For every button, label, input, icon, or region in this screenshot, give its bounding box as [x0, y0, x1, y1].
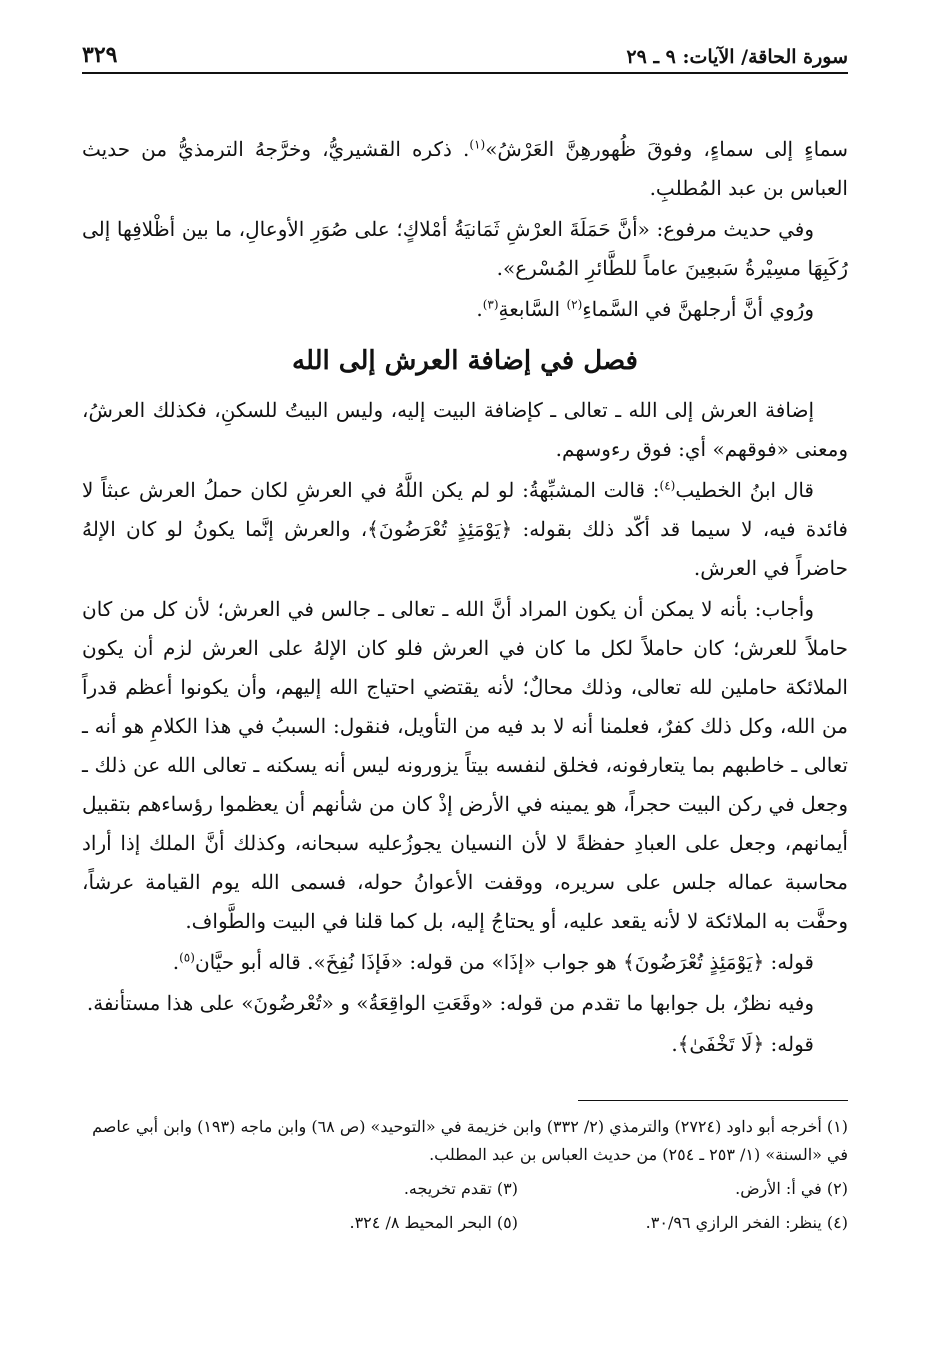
book-page	[82, 38, 848, 1243]
section-title: فصل في إضافة العرش إلى الله	[292, 346, 638, 376]
main-text	[82, 130, 848, 1064]
footnote-ref-3[interactable]: (٣)	[482, 297, 499, 312]
footnote-ref-2[interactable]: (٢)	[566, 297, 583, 312]
paragraph-1: سماءٍ إلى سماءٍ، وفوقَ ظُهورهِنَّ العَرْشُ»$^{(١)}$. ذكره القشيريُّ، وخرَّجهُ الترمذيُّ من حديث العباس بن عبد المُطلبِ.	[82, 137, 848, 200]
footnote-divider	[578, 1100, 848, 1101]
running-header	[82, 38, 848, 74]
footnote-ref-5[interactable]: (٥)	[179, 950, 195, 965]
footnote-2: (٢) في أ: الأرض.	[735, 1179, 848, 1198]
page-number: ٣٢٩	[82, 42, 118, 68]
footnote-row-4-5	[82, 1209, 848, 1237]
footnote-row-2-3	[82, 1175, 848, 1203]
footnote-1: (١) أخرجه أبو داود (٢٧٢٤) والترمذي (٢/ ٣٣٢) وابن خزيمة في «التوحيد» (ص ٦٨) وابن ماجه (١٩٣) وابن أبي عاصم في «السنة» (١/ ٢٥٣ ـ ٢٥٤) من حديث العباس بن عبد المطلب.	[92, 1117, 848, 1164]
paragraph-4: إضافة العرش إلى الله ـ تعالى ـ كإضافة البيت إليه، وليس البيتُ للسكنِ، فكذلك العرشُ، ومعنى «فوقهم» أي: فوق رءوسهم.	[82, 398, 848, 461]
paragraph-3: ورُوي أنَّ أرجلهنَّ في السَّماءِ$^{(٢)}$ السَّابعةِ$^{(٣)}$.	[476, 297, 814, 321]
paragraph-9: قوله: ﴿لَا تَخْفَىٰ﴾.	[671, 1032, 814, 1056]
chapter-title: سورة الحاقة/ الآيات: ٩ ـ ٢٩	[626, 46, 848, 68]
footnote-ref-1[interactable]: (١)	[469, 137, 486, 152]
paragraph-6: وأجاب: بأنه لا يمكن أن يكون المراد أنَّ الله ـ تعالى ـ جالس في العرش؛ لأن كل من كان حاملاً للعرش؛ كان حاملاً لكل ما كان في العرش فلو كان الإلهُ على العرش لزم أن يكون الملائكة حاملين لله تعالى، وذلك محالٌ؛ لأنه يقتضي احتياج الله إليهم، وأن يكونوا أعظم قدراً من الله، وكل ذلك كفرٌ، فعلمنا أنه لا بد فيه من التأويل، فنقول: السببُ في هذا الكلامِ هو أنه ـ تعالى ـ خاطبهم بما يتعارفونه، فخلق لنفسه بيتاً يزورونه ليس أنه يسكنه ـ تعالى الله عن ذلك ـ وجعل في ركن البيت حجراً، هو يمينه في الأرض إذْ كان من شأنهم أن يعظموا رؤساءهم بتقبيل أيمانهم، وجعل على العبادِ حفظةً لا لأن النسيان يجوزُعليه سبحانه، وكذلك أنَّ الملك إذا أراد محاسبة عماله جلس على سريره، ووقفت الأعوانُ حوله، فسمى الله يوم القيامة عرشاً، وحفَّت به الملائكة لا لأنه يقعد عليه، أو يحتاجُ إليه، بل كما قلنا في البيت والطَّواف.	[82, 597, 849, 933]
footnote-5: (٥) البحر المحيط ٨/ ٣٢٤.	[349, 1213, 518, 1232]
paragraph-7: قوله: ﴿يَوْمَئِذٍ تُعْرَضُونَ﴾ هو جواب «إذَا» من قوله: «فَإذَا نُفِخَ». قاله أبو حيَّان$^{(٥)}$.	[172, 950, 814, 974]
paragraph-2: وفي حديث مرفوع: «أنَّ حَمَلَةَ العرْشِ ثَمَانيَةُ أمْلاكٍ؛ على صُوَرِ الأوعالِ، ما بين أظْلافِها إلى رُكَبِهَا مسِيْرةُ سَبعِينَ عاماً للطَّائرِ المُسْرع».	[82, 217, 848, 280]
paragraph-8: وفيه نظرٌ، بل جوابها ما تقدم من قوله: «وقَعَتِ الواقِعَةُ» و «تُعْرضُونَ» على هذا مستأنفة.	[86, 991, 814, 1015]
footnote-ref-4[interactable]: (٤)	[659, 478, 676, 493]
footnote-3: (٣) تقدم تخريجه.	[403, 1179, 518, 1198]
footnote-4: (٤) ينظر: الفخر الرازي ٣٠/٩٦.	[645, 1213, 848, 1232]
footnotes	[82, 1113, 848, 1237]
paragraph-5: قال ابنُ الخطيب$^{(٤)}$: قالت المشبِّهةُ: لو لم يكن اللَّهُ في العرشِ لكان حملُ العرش عبثاً لا فائدة فيه، لا سيما قد أكّد ذلك بقوله: ﴿يَوْمَئِذٍ تُعْرَضُونَ﴾، والعرش إنَّما يكونُ لو كان الإلهُ حاضراً في العرش.	[82, 478, 848, 580]
